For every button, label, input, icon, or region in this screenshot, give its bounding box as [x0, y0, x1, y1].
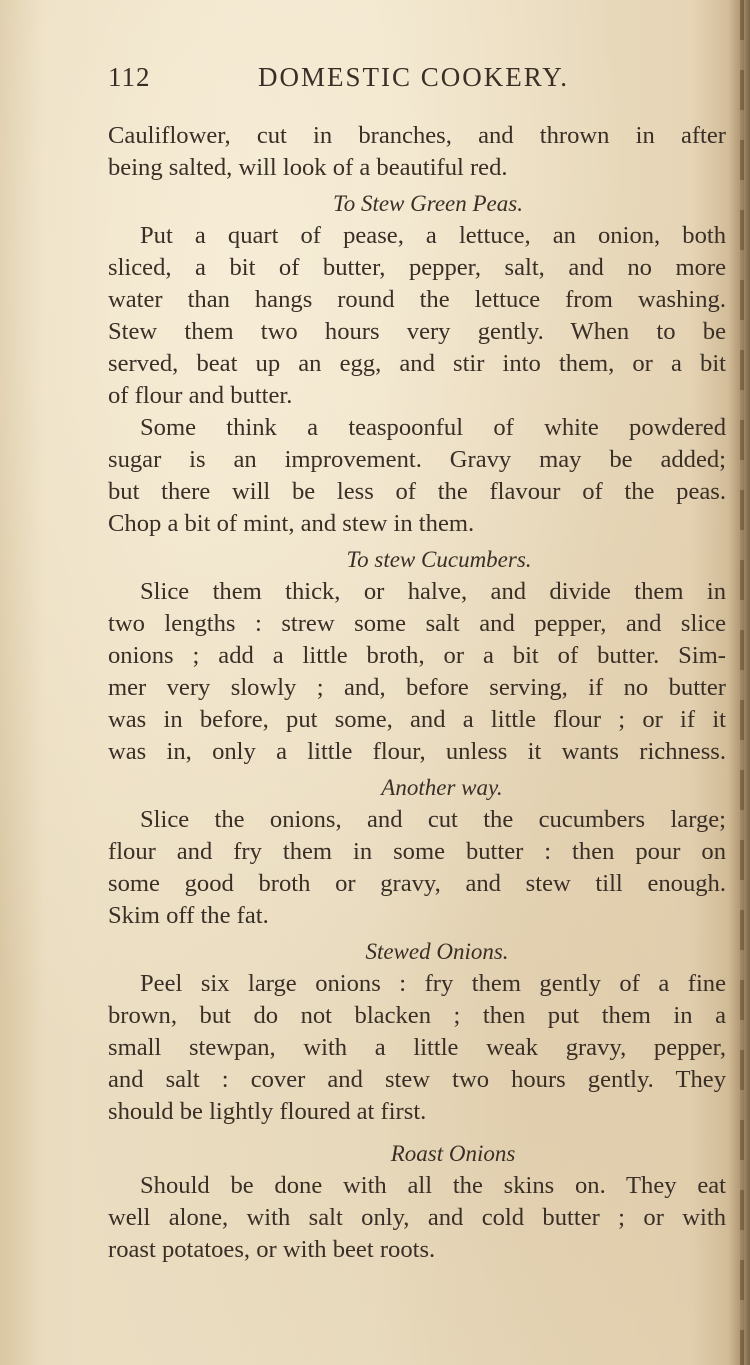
recipe-heading: To stew Cucumbers.: [346, 547, 532, 572]
text-line: Stew them two hours very gently. When to be: [108, 318, 726, 345]
text-line: but there will be less of the flavour of the peas.: [108, 478, 726, 505]
text-line: was in before, put some, and a little flour ; or if it: [108, 706, 726, 733]
text-line: two lengths : strew some salt and pepper, and slice: [108, 610, 726, 637]
text-line: Peel six large onions : fry them gently of a fine: [140, 970, 726, 997]
page-edge-shadow: [728, 0, 750, 1365]
text-line: sliced, a bit of butter, pepper, salt, and no more: [108, 254, 726, 281]
text-line: flour and fry them in some butter : then pour on: [108, 838, 726, 865]
text-line: and salt : cover and stew two hours gently. They: [108, 1066, 726, 1093]
text-line: of flour and butter.: [108, 382, 293, 409]
text-line: served, beat up an egg, and stir into them, or a bit: [108, 350, 726, 377]
text-line: Chop a bit of mint, and stew in them.: [108, 510, 475, 537]
section-gap: [108, 1128, 726, 1134]
text-line: Slice the onions, and cut the cucumbers large;: [140, 806, 726, 833]
recipe-heading: Roast Onions: [390, 1141, 516, 1166]
text-line: Cauliflower, cut in branches, and thrown in after: [108, 122, 726, 149]
text-line: water than hangs round the lettuce from washing.: [108, 286, 726, 313]
text-line: being salted, will look of a beautiful red.: [108, 154, 508, 181]
running-head: DOMESTIC COOKERY.: [258, 62, 570, 92]
text-line: Skim off the fat.: [108, 902, 269, 929]
text-line: roast potatoes, or with beet roots.: [108, 1236, 436, 1263]
text-line: brown, but do not blacken ; then put them in a: [108, 1002, 726, 1029]
recipe-heading: Stewed Onions.: [365, 939, 509, 964]
text-line: onions ; add a little broth, or a bit of butter. Sim-: [108, 642, 726, 669]
text-line: should be lightly floured at first.: [108, 1098, 427, 1125]
page-header: [108, 62, 718, 102]
page-body: [108, 120, 726, 1266]
recipe-heading: To Stew Green Peas.: [333, 191, 523, 216]
page-number: 112: [108, 62, 151, 92]
text-line: Slice them thick, or halve, and divide them in: [140, 578, 726, 605]
text-line: Some think a teaspoonful of white powdered: [140, 414, 726, 441]
text-line: some good broth or gravy, and stew till enough.: [108, 870, 726, 897]
text-line: mer very slowly ; and, before serving, if no butter: [108, 674, 726, 701]
text-line: well alone, with salt only, and cold butter ; or with: [108, 1204, 726, 1231]
text-line: Put a quart of pease, a lettuce, an onion, both: [140, 222, 726, 249]
text-line: small stewpan, with a little weak gravy, pepper,: [108, 1034, 726, 1061]
recipe-heading: Another way.: [381, 775, 503, 800]
text-line: was in, only a little flour, unless it wants richness.: [108, 738, 726, 765]
page-edge-texture: [740, 0, 744, 1365]
text-line: sugar is an improvement. Gravy may be added;: [108, 446, 726, 473]
text-line: Should be done with all the skins on. They eat: [140, 1172, 726, 1199]
